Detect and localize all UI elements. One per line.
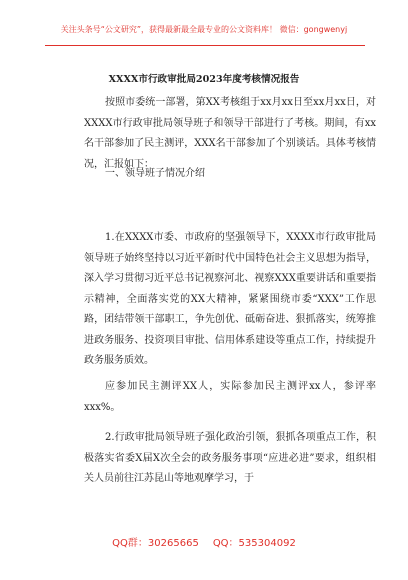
header-divider <box>45 45 365 46</box>
paragraph-intro: 按照市委统一部署，第XX考核组于xx月xx日至xx月xx日，对XXXX市行政审批局领导班子和领导干部进行了考核。期间，有xx名干部参加了民主测评，XXX名干部参加了个别谈话。具体考核情况，汇报如下： <box>84 97 376 170</box>
footer-contact <box>0 534 408 549</box>
document-title: XXXX市行政审批局2023年度考核情况报告 <box>108 74 300 85</box>
footer-qq-group: QQ群：30265665 <box>112 538 199 549</box>
paragraph-evaluation-rate: 应参加民主测评XX人，实际参加民主测评xx人，参评率xxx%。 <box>84 381 376 413</box>
section-heading-leadership: 一、领导班子情况介绍 <box>105 168 205 179</box>
paragraph-leadership-1: 1.在XXXX市委、市政府的坚强领导下，XXXX市行政审批局领导班子始终坚持以习近平新时代中国特色社会主义思想为指导，深入学习贯彻习近平总书记视察河北、视察XXX重要讲话和重要指示精神，全面落实党的XX大精神，紧紧围绕市委“XXX”工作思路，团结带领干部职工，争先创优、砥砺奋进、狠抓落实，统筹推进政务服务、投资项目审批、信用体系建设等重点工作，持续提升政务服务质效。 <box>84 232 376 366</box>
header-promo-banner: 关注头条号“公文研究”，获得最新最全最专业的公文资料库！ 微信：gongwenyj <box>60 25 348 34</box>
paragraph-leadership-2: 2.行政审批局领导班子强化政治引领，狠抓各项重点工作，积极落实省委X届X次全会的政务服务事项“应进必进”要求，组织相关人员前往江苏昆山等地观摩学习，于 <box>84 432 376 484</box>
footer-qq-number: QQ：535304092 <box>212 538 296 549</box>
